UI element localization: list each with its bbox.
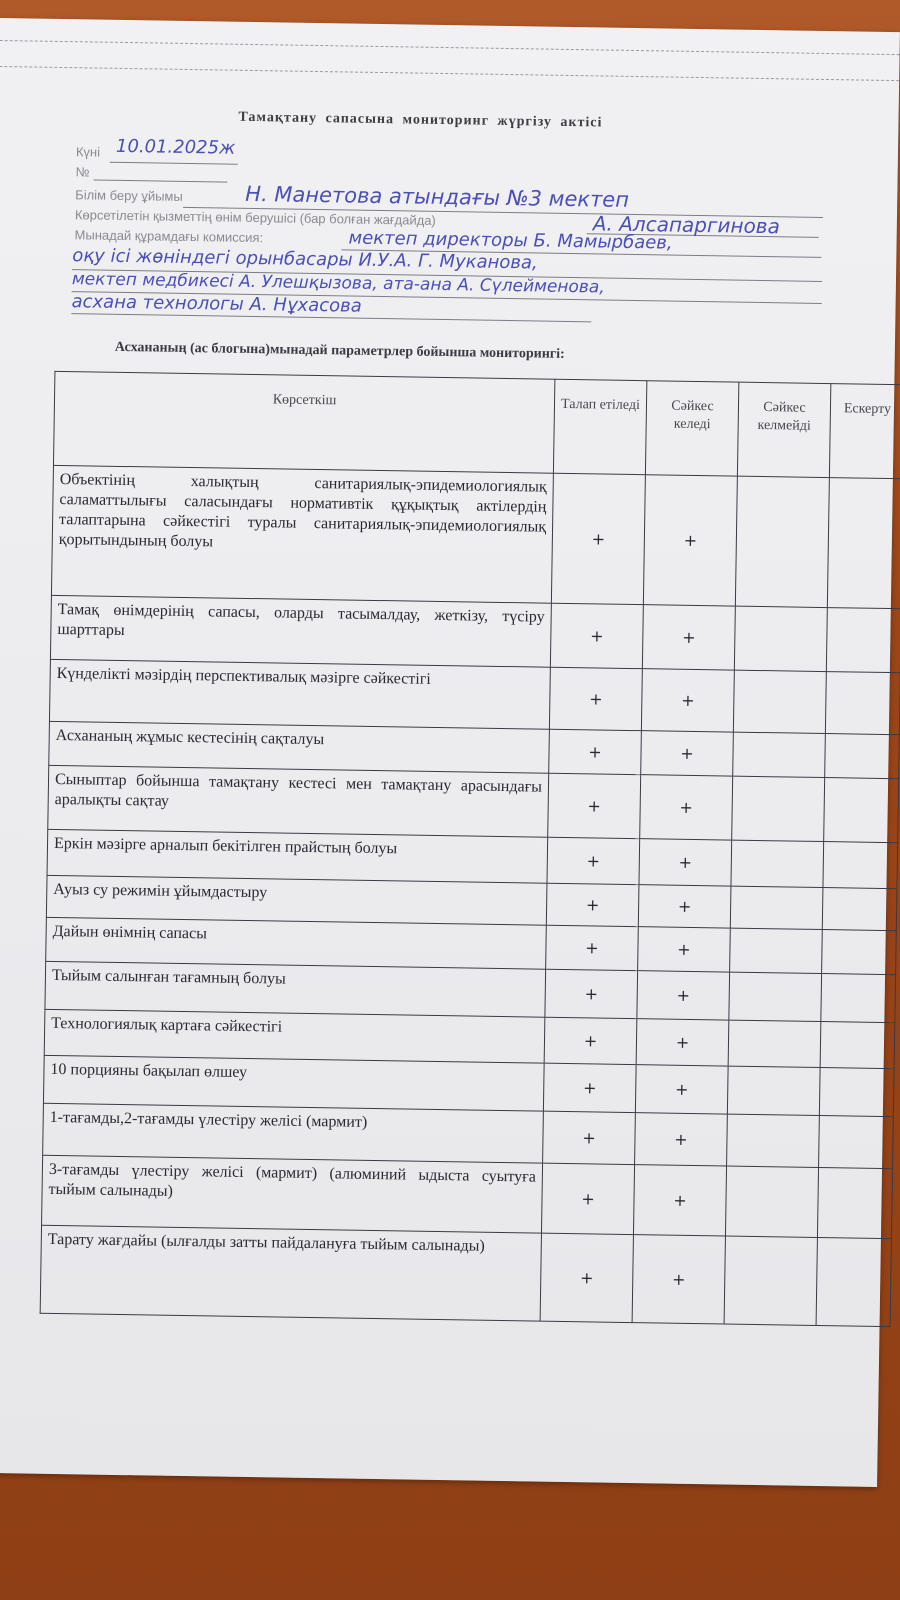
required-mark: + [549,729,642,774]
note-cell [819,1068,894,1117]
header-compliant: Сәйкес келеді [645,381,738,476]
noncompliant-cell [731,840,824,887]
compliant-mark: + [638,885,731,928]
noncompliant-cell [725,1166,818,1237]
date-value: 10.01.2025ж [115,135,236,159]
note-cell [819,1116,894,1169]
required-mark: + [545,969,638,1018]
required-mark: + [541,1163,634,1234]
header-noncompliant: Сәйкес келмейді [737,382,830,477]
provider-value: А. Алсапаргинова [592,211,781,239]
noncompliant-cell [734,606,827,671]
compliant-mark: + [641,731,734,776]
dashed-line-top [0,40,900,55]
compliant-mark: + [640,775,733,840]
compliant-mark: + [641,669,734,732]
note-cell [822,888,897,931]
indicator-cell: Технологиялық картаға сәйкестігі [44,1009,545,1063]
required-mark: + [549,667,642,730]
required-mark: + [546,883,639,926]
note-cell [816,1237,891,1326]
commission-label: Мынадай құрамдағы комиссия: [74,227,264,246]
indicator-cell: Тамақ өнімдерінің сапасы, оларды тасымалдау, жеткізу, түсіру шарттары [50,595,551,667]
required-mark: + [550,603,643,668]
date-label: Күні [75,144,101,160]
indicator-cell: 3-тағамды үлестіру желісі (мармит) (алюминий ыдыста суытуға тыйым салынады) [42,1155,543,1233]
required-mark: + [543,1111,636,1164]
commission-line-2: оқу ісі жөніндегі орынбасары И.У.А. Г. Муканова, [72,245,538,274]
compliant-mark: + [636,1019,729,1066]
required-mark: + [548,773,641,838]
compliant-mark: + [643,475,737,606]
compliant-mark: + [635,1065,728,1114]
required-mark: + [551,473,645,604]
table-header-row [53,371,900,478]
compliant-mark: + [637,971,730,1020]
required-mark: + [547,837,640,884]
compliant-mark: + [638,927,731,972]
indicator-cell: Еркін мәзірге арналып бекітілген прайстың болуы [47,829,548,883]
compliant-mark: + [632,1235,725,1324]
noncompliant-cell [730,886,823,929]
commission-line-4: асхана технологы А. Нұхасова [71,291,362,317]
noncompliant-cell [729,972,822,1021]
dashed-line-second [0,66,899,81]
date-underline [110,162,238,165]
compliant-mark: + [642,605,735,670]
table-row [40,1225,891,1326]
noncompliant-cell [724,1236,817,1325]
note-cell [822,930,897,975]
note-cell [824,778,899,843]
indicator-cell: Дайын өнімнің сапасы [46,917,547,969]
noncompliant-cell [733,670,826,733]
noncompliant-cell [728,1020,821,1067]
commission-line-3: мектеп медбикесі А. Улешқызова, ата-ана А. Сүлейменова, [71,269,605,298]
indicator-cell: Тыйым салынған тағамның болуы [45,961,546,1017]
noncompliant-cell [727,1066,820,1115]
provider-label: Көрсетілетін қызметтің өнім берушісі (бар болған жағдайда) [74,207,436,228]
table-row [42,1155,893,1238]
note-cell [817,1167,892,1238]
school-label: Білім беру ұйымы [75,187,183,204]
compliant-mark: + [633,1165,726,1236]
commission-line-1: мектеп директоры Б. Мамырбаев, [348,227,673,254]
header-required: Талап етіледі [553,379,646,474]
indicator-cell: Тарату жағдайы (ылғалды затты пайдалануға тыйым салынады) [40,1225,541,1321]
note-cell [825,734,900,779]
note-cell [825,672,900,735]
number-label: № [75,164,90,180]
note-cell [821,974,896,1023]
school-value: Н. Манетова атындағы №3 мектеп [245,181,630,212]
section-subtitle: Асхананың (ас блогына)мынадай параметрлер бойынша мониторингі: [114,339,565,362]
document-sheet [0,18,900,1487]
compliant-mark: + [635,1113,728,1166]
table-row [51,465,900,608]
compliant-mark: + [639,839,732,886]
required-mark: + [544,1017,637,1064]
indicator-cell: Сыныптар бойынша тамақтану кестесі мен тамақтану арасындағы аралықты сақтау [48,765,549,837]
required-mark: + [546,925,639,970]
number-underline [93,179,227,182]
required-mark: + [540,1233,633,1322]
note-cell [827,478,900,609]
indicator-cell: 10 порцияны бақылап өлшеу [43,1055,544,1111]
document-title: Тамақтану сапасына мониторинг жүргізу актісі [238,109,603,131]
indicator-cell: 1-тағамды,2-тағамды үлестіру желісі (мармит) [43,1103,544,1163]
indicator-cell: Күнделікті мәзірдің перспективалық мәзірге сәйкестігі [49,659,550,729]
note-cell [826,608,900,673]
note-cell [820,1022,895,1069]
monitoring-table [40,371,900,1327]
noncompliant-cell [733,732,826,777]
header-indicator: Көрсеткіш [53,371,554,473]
noncompliant-cell [732,776,825,841]
indicator-cell: Асхананың жұмыс кестесінің сақталуы [49,721,550,773]
header-note: Ескерту [829,384,900,479]
noncompliant-cell [735,476,829,607]
note-cell [823,842,898,889]
required-mark: + [543,1063,636,1112]
noncompliant-cell [730,928,823,973]
indicator-cell: Ауыз су режимін ұйымдастыру [46,875,547,925]
noncompliant-cell [727,1114,820,1167]
indicator-cell: Объектінің халықтың санитариялық-эпидемиологиялық саламаттылығы саласындағы нормативтік құқықтық актілердің талаптарына сәйкестігі туралы санитариялық-эпидемиологиялық қорытындының болуы [51,465,553,603]
